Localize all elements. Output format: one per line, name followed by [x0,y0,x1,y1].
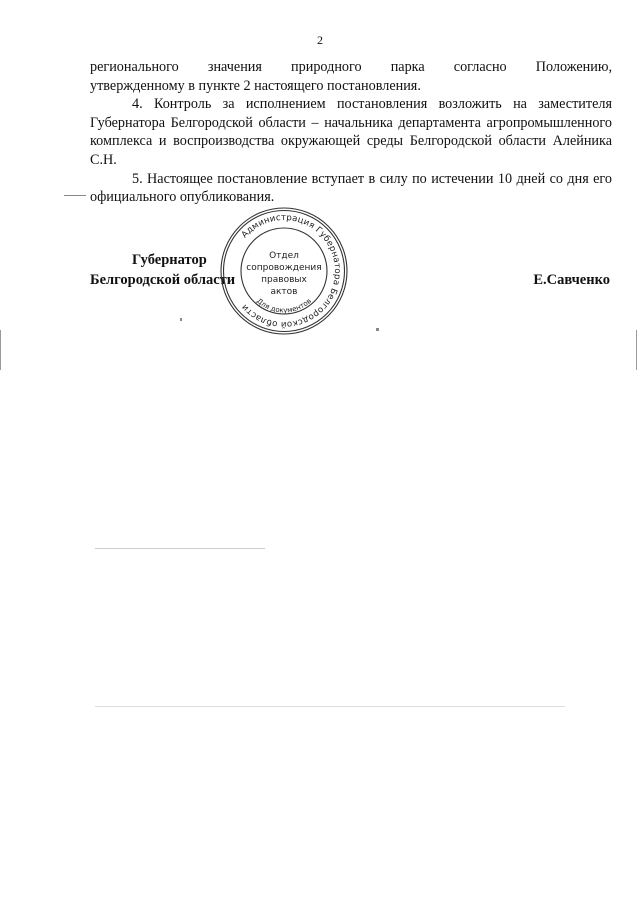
paragraph-3-line-2: утвержденному в пункте 2 настоящего постановления. [90,77,421,94]
paragraph-3-line-1: регионального значения природного парка согласно Положению, [90,59,612,75]
scan-artifact [376,328,379,331]
stamp-center-line-4: актов [270,287,298,297]
scan-artifact [95,706,565,707]
page-number: 2 [317,33,323,47]
scan-artifact [636,330,637,370]
scan-artifact [0,330,1,370]
stamp-ring-text: Администрация Губернатора Белгородской области [239,212,343,330]
stamp-center-line-2: сопровождения [246,263,322,273]
stamp-center-line-3: правовых [261,275,307,285]
scan-artifact [180,318,182,321]
document-body [90,58,612,207]
signature-name: Е.Савченко [533,272,610,288]
paragraph-5: 5. Настоящее постановление вступает в силу по истечении 10 дней со дня его официального опубликования. [90,170,612,206]
stamp-bottom-text: Для документов [255,296,313,315]
scan-artifact [64,195,86,196]
signature-title-line-1: Губернатор [132,252,207,268]
paragraph-4: 4. Контроль за исполнением постановления возложить на заместителя Губернатора Белгородской области – начальника департамента агропромышленного комплекса и воспроизводства окружающей среды Белгородской области Алейника С.Н. [90,96,612,168]
scan-artifact [95,548,265,549]
official-stamp [218,205,350,337]
stamp-center-line-1: Отдел [269,251,299,261]
signature-title-line-2: Белгородской области [90,272,236,288]
